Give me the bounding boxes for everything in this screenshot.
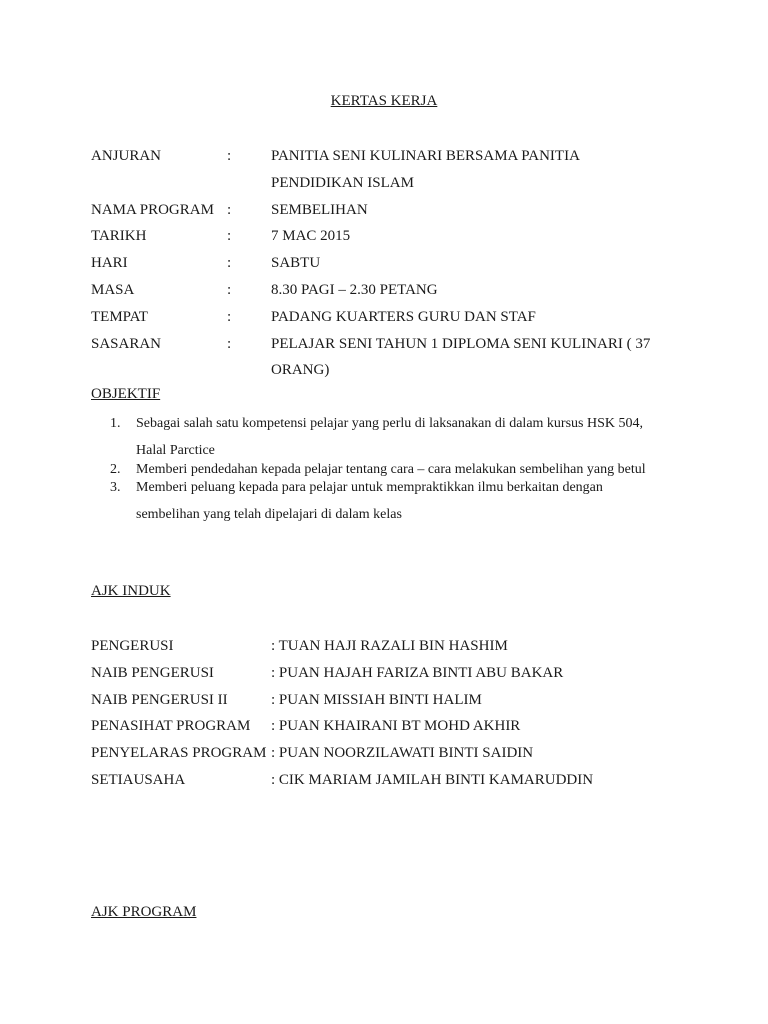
objektif-heading: OBJEKTIF: [91, 386, 161, 402]
info-label: MASA: [91, 281, 135, 298]
ajk-induk-list: [91, 633, 691, 794]
document-title: KERTAS KERJA: [330, 93, 438, 109]
info-value: SEMBELIHAN: [271, 201, 368, 218]
list-item: [91, 475, 671, 529]
info-value: 8.30 PAGI – 2.30 PETANG: [271, 281, 438, 298]
ajk-row: [91, 713, 691, 740]
ajk-role: SETIAUSAHA: [91, 771, 186, 788]
info-value: PADANG KUARTERS GURU DAN STAF: [271, 308, 536, 325]
ajk-induk-heading: AJK INDUK: [91, 583, 171, 599]
ajk-row: [91, 660, 691, 687]
list-text: Memberi peluang kepada para pelajar untuk mempraktikkan ilmu berkaitan dengan sembelihan yang telah dipelajari di dalam kelas: [136, 480, 603, 523]
info-row-sasaran: [91, 331, 691, 385]
info-colon: :: [227, 281, 232, 298]
info-value: 7 MAC 2015: [271, 228, 351, 245]
ajk-row: [91, 740, 691, 767]
ajk-name: : TUAN HAJI RAZALI BIN HASHIM: [271, 638, 508, 654]
ajk-name: : PUAN KHAIRANI BT MOHD AKHIR: [271, 718, 521, 735]
ajk-name: : PUAN HAJAH FARIZA BINTI ABU BAKAR: [271, 664, 564, 681]
info-row-masa: [91, 277, 691, 304]
info-row-nama-program: [91, 197, 691, 224]
ajk-role: PENASIHAT PROGRAM: [91, 718, 251, 735]
ajk-program-heading: AJK PROGRAM: [91, 904, 197, 920]
info-label: HARI: [91, 255, 128, 272]
info-colon: :: [227, 255, 232, 272]
info-row-tarikh: [91, 223, 691, 250]
info-row-tempat: [91, 304, 691, 331]
info-row-hari: [91, 250, 691, 277]
ajk-role: NAIB PENGERUSI: [91, 664, 214, 681]
info-colon: :: [227, 335, 232, 352]
info-row-anjuran: [91, 143, 691, 197]
info-colon: :: [227, 148, 232, 164]
info-colon: :: [227, 228, 232, 245]
list-text: Sebagai salah satu kompetensi pelajar yang perlu di laksanakan di dalam kursus HSK 504, Halal Parctice: [136, 416, 643, 458]
ajk-name: : CIK MARIAM JAMILAH BINTI KAMARUDDIN: [271, 771, 594, 788]
ajk-role: PENGERUSI: [91, 638, 174, 654]
info-label: TARIKH: [91, 228, 147, 245]
info-value: PANITIA SENI KULINARI BERSAMA PANITIA PENDIDIKAN ISLAM: [271, 148, 580, 191]
info-colon: :: [227, 308, 232, 325]
ajk-row: [91, 633, 691, 660]
ajk-name: : PUAN NOORZILAWATI BINTI SAIDIN: [271, 745, 534, 762]
info-label: TEMPAT: [91, 308, 148, 325]
ajk-role: PENYELARAS PROGRAM: [91, 745, 267, 762]
info-value: SABTU: [271, 255, 321, 272]
objektif-list: [91, 411, 671, 521]
info-colon: :: [227, 201, 232, 218]
ajk-role: NAIB PENGERUSI II: [91, 691, 228, 708]
ajk-name: : PUAN MISSIAH BINTI HALIM: [271, 691, 482, 708]
list-number: 3.: [110, 480, 121, 496]
info-value: PELAJAR SENI TAHUN 1 DIPLOMA SENI KULINARI ( 37 ORANG): [271, 335, 651, 379]
info-label: SASARAN: [91, 335, 162, 352]
ajk-row: [91, 767, 691, 794]
program-info: [91, 143, 691, 384]
info-label: ANJURAN: [91, 148, 162, 164]
list-number: 2.: [110, 461, 121, 477]
ajk-row: [91, 687, 691, 714]
info-label: NAMA PROGRAM: [91, 201, 214, 218]
list-number: 1.: [110, 416, 121, 431]
list-text: Memberi pendedahan kepada pelajar tentang cara – cara melakukan sembelihan yang betul: [136, 461, 646, 477]
